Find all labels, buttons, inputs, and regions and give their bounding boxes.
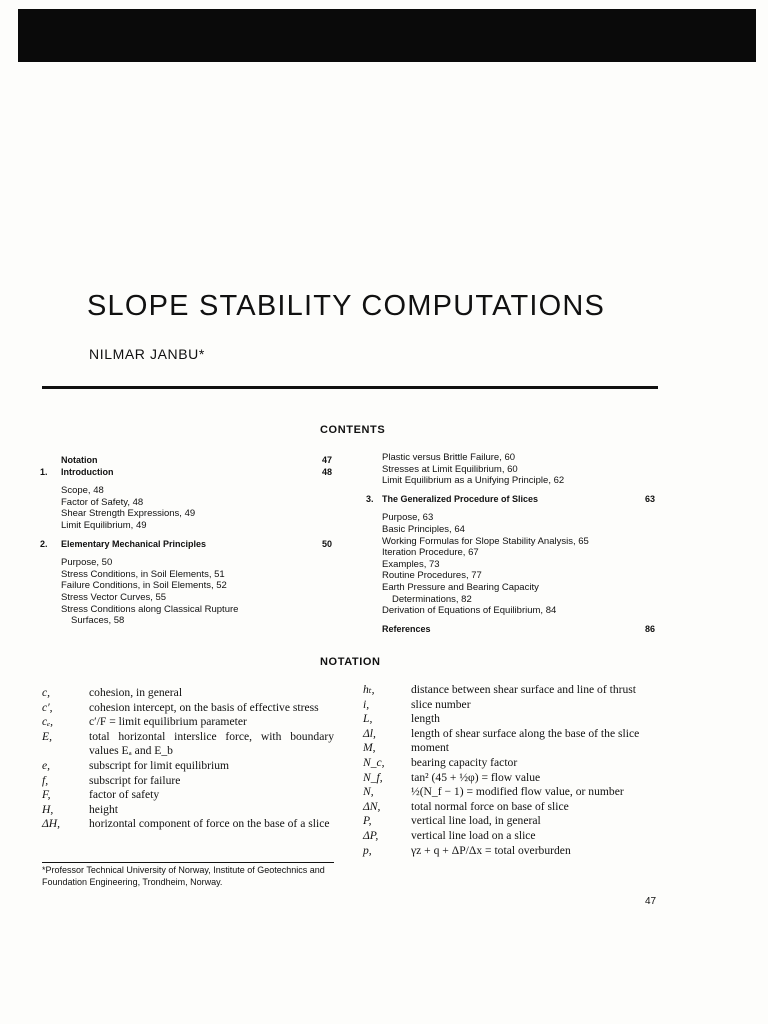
notation-row — [363, 712, 659, 727]
contents-heading: CONTENTS — [320, 424, 386, 436]
notation-symbol: ΔN, — [363, 799, 381, 813]
notation-symbol: i, — [363, 697, 370, 711]
notation-definition: vertical line load, in general — [411, 814, 541, 828]
notation-symbol: hₜ, — [363, 683, 375, 696]
notation-row — [42, 759, 334, 774]
toc-section-heading — [366, 624, 666, 636]
notation-definition: slice number — [411, 697, 471, 711]
notation-row — [42, 817, 334, 832]
toc-entry-text: Failure Conditions, in Soil Elements, 52 — [61, 580, 227, 592]
toc-entry-text: Scope, 48 — [61, 485, 104, 497]
notation-symbol: P, — [363, 814, 372, 828]
toc-entry — [40, 557, 340, 569]
toc-gap — [366, 505, 666, 512]
toc-entry-text: Stress Vector Curves, 55 — [61, 591, 167, 603]
scan-top-bar — [18, 9, 756, 62]
toc-page-number: 86 — [645, 623, 656, 634]
toc-section-number: 3. — [366, 493, 374, 504]
toc-left-column — [40, 455, 340, 627]
toc-entry — [366, 559, 666, 571]
toc-entry — [366, 475, 666, 487]
toc-entry-text: Determinations, 82 — [392, 593, 472, 605]
toc-entry-text: Factor of Safety, 48 — [61, 496, 144, 508]
toc-entry — [40, 615, 340, 627]
toc-entry — [366, 582, 666, 594]
author-footnote: *Professor Technical University of Norway, Institute of Geotechnics and Foundation Engineering, Trondheim, Norway. — [42, 865, 325, 887]
toc-page-number: 47 — [322, 455, 333, 465]
toc-right-column — [366, 452, 666, 635]
notation-definition: tan² (45 + ½φ) = flow value — [411, 770, 541, 784]
toc-entry — [366, 452, 666, 464]
notation-row — [363, 844, 659, 859]
toc-gap — [40, 550, 340, 557]
toc-entry-text: Plastic versus Brittle Failure, 60 — [382, 452, 516, 463]
toc-entry — [40, 485, 340, 497]
toc-entry — [366, 605, 666, 617]
notation-definition: cohesion, in general — [89, 686, 183, 699]
toc-entry-text: Notation — [61, 455, 98, 465]
notation-definition: bearing capacity factor — [411, 755, 518, 769]
notation-row — [363, 800, 659, 815]
notation-row — [42, 701, 334, 716]
notation-right-column — [363, 683, 659, 858]
notation-definition: subscript for failure — [89, 773, 181, 787]
notation-definition: horizontal component of force on the base of a slice — [89, 817, 330, 831]
toc-section-heading — [40, 455, 340, 467]
notation-row — [363, 727, 659, 742]
notation-row — [363, 741, 659, 756]
toc-entry-text: Stress Conditions, in Soil Elements, 51 — [61, 568, 225, 580]
toc-entry — [40, 508, 340, 520]
toc-gap — [40, 478, 340, 485]
notation-left-column — [42, 686, 334, 832]
toc-entry-text: Shear Strength Expressions, 49 — [61, 508, 196, 520]
notation-symbol: N_c, — [363, 755, 385, 769]
toc-section-heading — [40, 467, 340, 479]
toc-entry-text: Limit Equilibrium, 49 — [61, 519, 147, 531]
notation-definition: length of shear surface along the base of the slice — [411, 726, 640, 740]
toc-entry-text: Basic Principles, 64 — [382, 523, 465, 535]
toc-section-heading — [366, 494, 666, 506]
toc-entry — [366, 524, 666, 536]
toc-section-heading — [40, 539, 340, 551]
notation-definition: distance between shear surface and line of thrust — [411, 683, 637, 696]
notation-row — [363, 829, 659, 844]
notation-symbol: c′, — [42, 700, 53, 714]
notation-symbol: N_f, — [363, 770, 383, 784]
toc-entry — [366, 464, 666, 476]
notation-row — [42, 730, 334, 759]
notation-symbol: E, — [42, 729, 52, 743]
notation-row — [42, 774, 334, 789]
notation-symbol: f, — [42, 773, 49, 787]
toc-entry-text: The Generalized Procedure of Slices — [382, 493, 539, 504]
notation-symbol: c, — [42, 686, 51, 699]
notation-row — [363, 785, 659, 800]
toc-entry — [366, 570, 666, 582]
toc-entry — [40, 580, 340, 592]
notation-row — [42, 788, 334, 803]
toc-entry-text: Stress Conditions along Classical Rupture — [61, 603, 239, 615]
notation-definition: factor of safety — [89, 788, 160, 802]
toc-entry — [40, 604, 340, 616]
toc-page-number: 48 — [322, 466, 333, 477]
chapter-title: SLOPE STABILITY COMPUTATIONS — [87, 290, 606, 322]
toc-entry-text: Routine Procedures, 77 — [382, 570, 482, 582]
notation-row — [42, 715, 334, 730]
notation-definition: length — [411, 712, 440, 726]
toc-entry — [40, 569, 340, 581]
notation-row — [363, 683, 659, 698]
title-rule — [42, 386, 658, 389]
notation-definition: γz + q + ΔP/Δx = total overburden — [411, 843, 571, 857]
toc-entry-text: Elementary Mechanical Principles — [61, 538, 207, 549]
toc-entry-text: Stresses at Limit Equilibrium, 60 — [382, 463, 518, 475]
author-name: NILMAR JANBU* — [89, 346, 205, 362]
notation-row — [363, 771, 659, 786]
notation-definition: ½(N_f − 1) = modified flow value, or number — [411, 785, 624, 799]
notation-symbol: F, — [42, 788, 51, 802]
notation-row — [42, 686, 334, 701]
notation-symbol: e, — [42, 758, 51, 772]
page-number: 47 — [645, 896, 657, 907]
notation-symbol: L, — [363, 712, 373, 726]
notation-symbol: p, — [363, 843, 372, 857]
toc-entry-text: Iteration Procedure, 67 — [382, 547, 479, 559]
notation-definition: c′/F = limit equilibrium parameter — [89, 715, 247, 729]
notation-symbol: ΔP, — [363, 828, 379, 842]
toc-entry-text: Introduction — [61, 466, 114, 477]
notation-row — [42, 803, 334, 818]
toc-entry-text: Derivation of Equations of Equilibrium, 84 — [382, 605, 557, 617]
toc-entry — [366, 594, 666, 606]
toc-entry — [40, 520, 340, 532]
toc-entry-text: Working Formulas for Slope Stability Analysis, 65 — [382, 535, 589, 547]
toc-section-number: 1. — [40, 466, 48, 477]
toc-gap — [366, 617, 666, 624]
footnote-rule — [42, 862, 334, 863]
notation-symbol: cₑ, — [42, 715, 54, 729]
notation-symbol: H, — [42, 802, 54, 816]
toc-section-number: 2. — [40, 538, 48, 549]
notation-definition: vertical line load on a slice — [411, 828, 536, 842]
notation-definition: total horizontal interslice force, with boundary values Eₐ and E_b — [89, 729, 334, 758]
toc-entry-text: References — [382, 623, 431, 634]
toc-entry-text: Purpose, 63 — [382, 512, 434, 524]
toc-entry — [366, 512, 666, 524]
notation-symbol: ΔH, — [42, 817, 61, 831]
notation-symbol: M, — [363, 741, 376, 755]
toc-page-number: 50 — [322, 538, 333, 549]
toc-gap — [40, 532, 340, 539]
notation-definition: cohesion intercept, on the basis of effective stress — [89, 700, 319, 714]
toc-entry-text: Limit Equilibrium as a Unifying Principle, 62 — [382, 475, 565, 487]
toc-entry — [40, 592, 340, 604]
toc-entry-text: Earth Pressure and Bearing Capacity — [382, 581, 539, 593]
notation-row — [363, 814, 659, 829]
notation-symbol: Δl, — [363, 726, 376, 740]
toc-entry — [366, 547, 666, 559]
notation-definition: moment — [411, 741, 449, 755]
notation-row — [363, 698, 659, 713]
toc-entry-text: Purpose, 50 — [61, 557, 113, 569]
toc-entry-text: Examples, 73 — [382, 558, 440, 570]
toc-page-number: 63 — [645, 493, 656, 504]
toc-entry — [40, 497, 340, 509]
notation-definition: total normal force on base of slice — [411, 799, 569, 813]
notation-row — [363, 756, 659, 771]
notation-heading: NOTATION — [320, 656, 381, 668]
toc-gap — [366, 487, 666, 494]
notation-definition: height — [89, 802, 118, 816]
toc-entry — [366, 536, 666, 548]
notation-symbol: N, — [363, 785, 374, 799]
notation-definition: subscript for limit equilibrium — [89, 758, 230, 772]
toc-entry-text: Surfaces, 58 — [71, 615, 125, 627]
